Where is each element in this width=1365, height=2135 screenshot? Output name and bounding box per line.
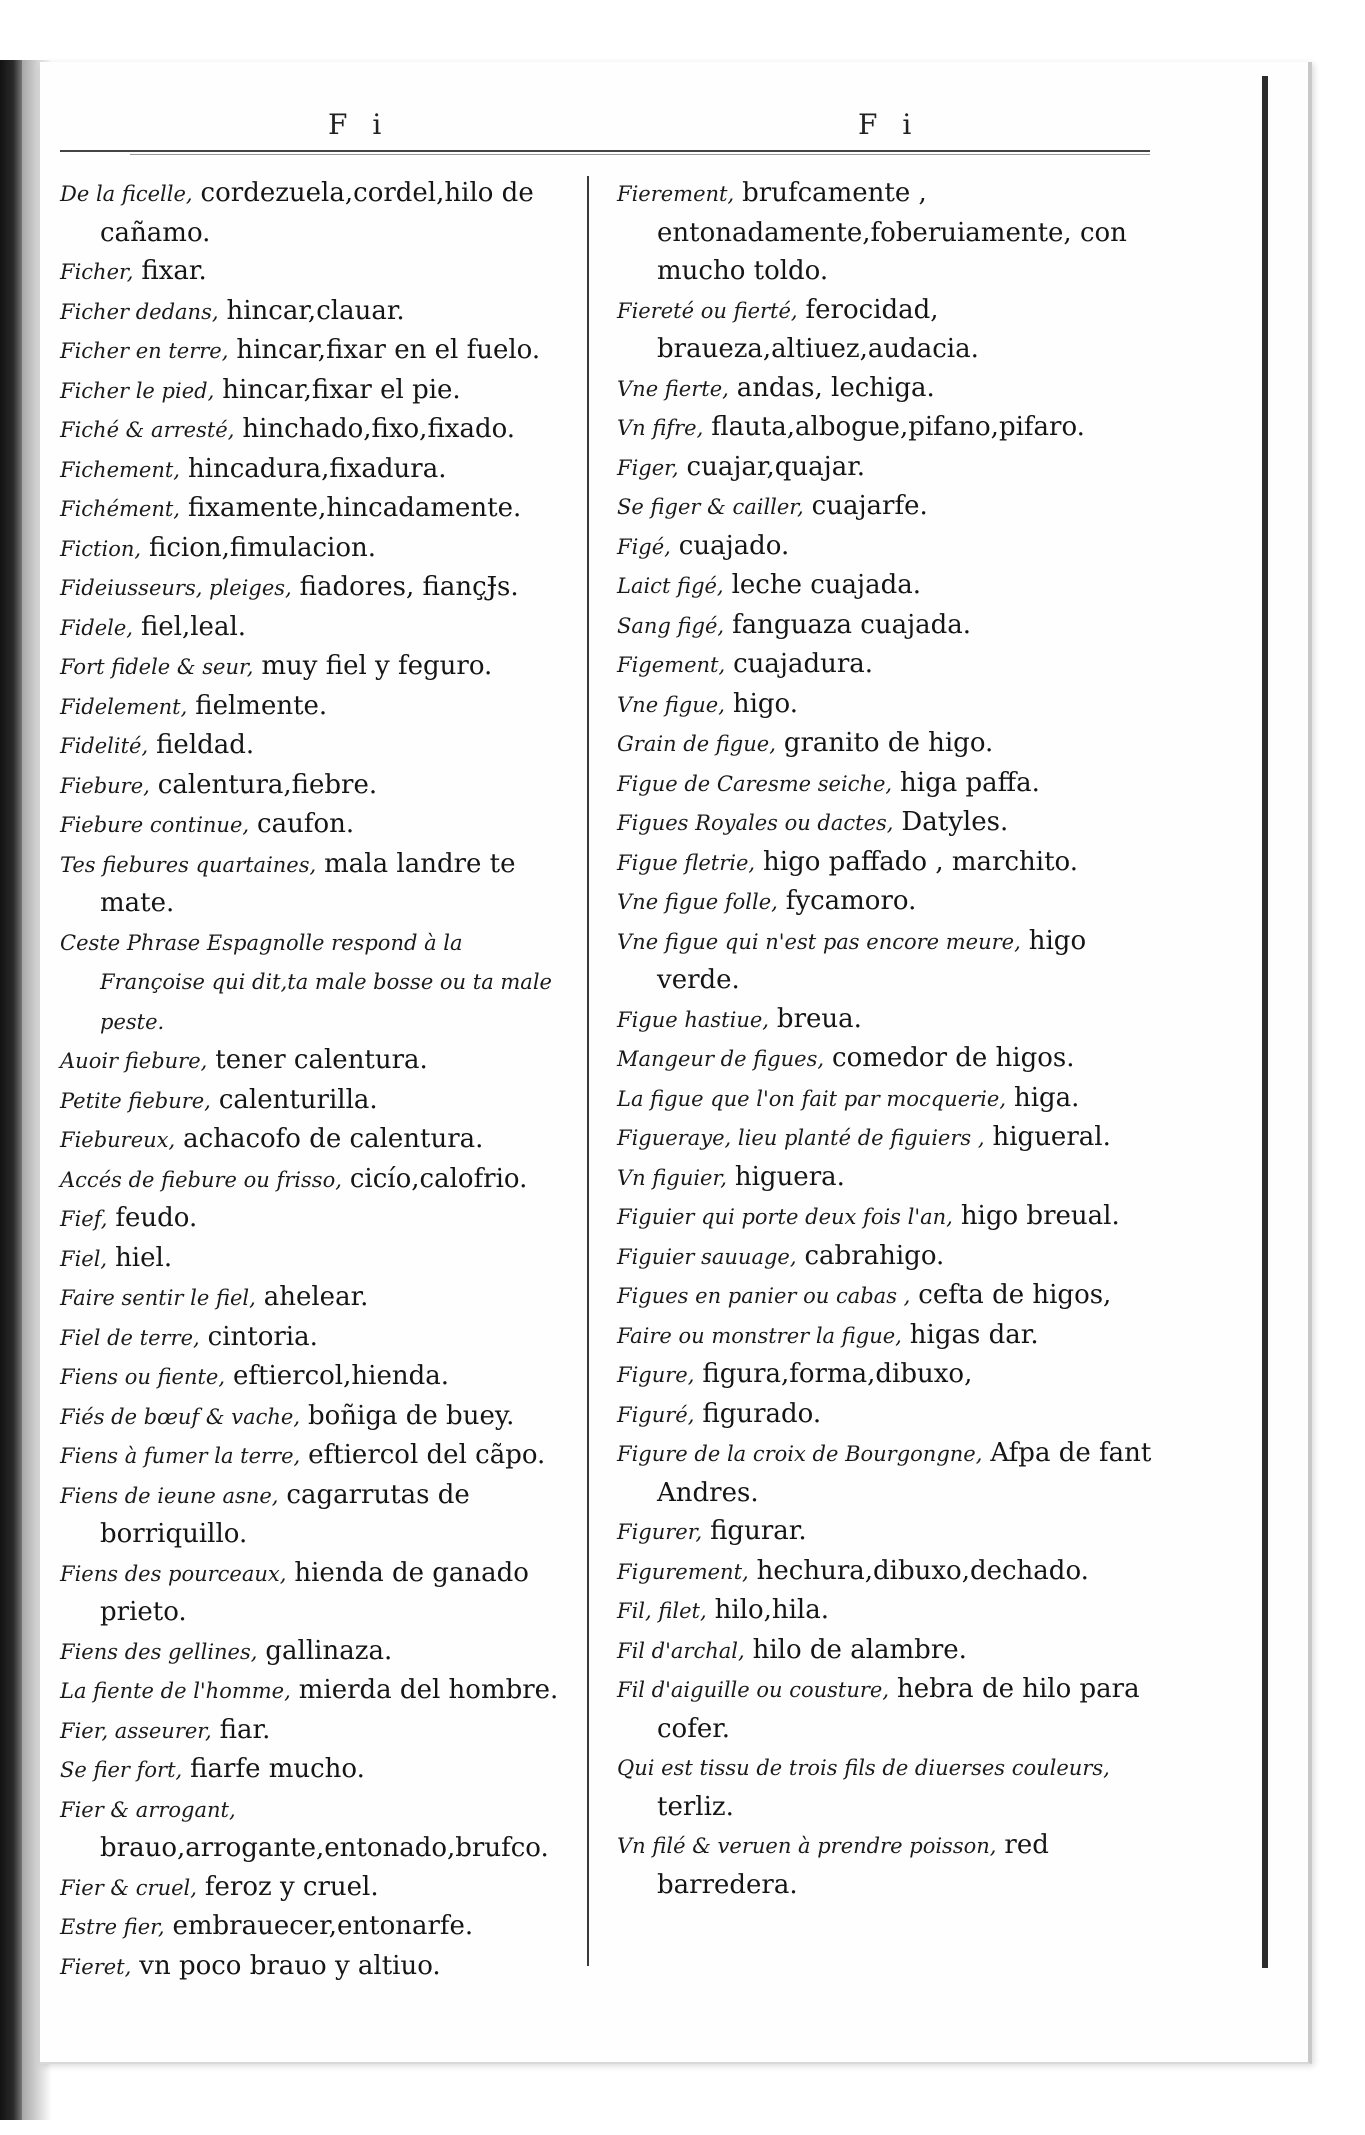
entry-headword: Fiens des gellines, [60, 1639, 258, 1664]
column-divider [587, 176, 589, 1966]
entry-definition: eftiercol del cãpo. [308, 1440, 546, 1470]
dictionary-entry [617, 1118, 1157, 1158]
entry-definition: muy fiel y feguro. [261, 651, 493, 681]
dictionary-entry [617, 408, 1157, 448]
header-rule-secondary [130, 154, 1150, 155]
dictionary-entry [617, 1237, 1157, 1277]
dictionary-entry [60, 1397, 560, 1437]
dictionary-entry [617, 448, 1157, 488]
entry-headword: Fichément, [60, 497, 180, 521]
entry-headword: Fiel, [60, 1246, 108, 1271]
entry-headword: Figuier qui porte deux fois l'an, [617, 1205, 953, 1229]
entry-headword: Fidele, [60, 615, 133, 640]
dictionary-entry [60, 568, 560, 608]
dictionary-entry [617, 1512, 1157, 1552]
dictionary-entry [60, 766, 560, 806]
dictionary-entry [617, 527, 1157, 567]
entry-definition: achacofo de calentura. [183, 1124, 484, 1154]
entry-headword: Ficher, [60, 260, 134, 284]
dictionary-entry [60, 292, 560, 332]
dictionary-entry [60, 726, 560, 766]
dictionary-entry [617, 291, 1157, 369]
entry-headword: Figurement, [617, 1559, 749, 1584]
entry-definition: higo breual. [960, 1201, 1120, 1231]
dictionary-entry [617, 566, 1157, 606]
entry-headword: Fieret, [60, 1954, 132, 1979]
dictionary-entry [60, 1278, 560, 1318]
dictionary-entry [617, 174, 1157, 291]
entry-definition: figurado. [702, 1398, 822, 1429]
dictionary-entry [617, 1000, 1157, 1040]
entry-definition: leche cuajada. [731, 570, 922, 600]
dictionary-entry [60, 174, 560, 252]
entry-definition: comedor de higos. [832, 1043, 1075, 1073]
entry-headword: Fiens des pourceaux, [60, 1561, 287, 1586]
entry-definition: calenturilla. [218, 1084, 378, 1115]
entry-definition: caufon. [257, 809, 355, 839]
entry-headword: Ceste Phrase Espagnolle respond à la Françoise qui dit,ta male bosse ou ta male peste. [60, 930, 552, 1034]
dictionary-entry [60, 1711, 560, 1751]
entry-headword: Vn filé & veruen à prendre poisson, [617, 1834, 997, 1858]
entry-definition: cicío,calofrio. [349, 1163, 528, 1194]
dictionary-entry [60, 489, 560, 529]
entry-definition: ficion,fimulacion. [149, 532, 376, 563]
dictionary-entry [60, 805, 560, 845]
entry-headword: Figure de la croix de Bourgongne, [617, 1442, 983, 1466]
dictionary-entry [60, 1750, 560, 1790]
entry-definition: hilo,hila. [714, 1595, 830, 1625]
entry-headword: Faire sentir le fiel, [60, 1286, 256, 1310]
entry-headword: Fideiusseurs, pleiges, [60, 576, 292, 600]
dictionary-entry [617, 1631, 1157, 1671]
dictionary-entry [60, 1907, 560, 1947]
entry-headword: Fil d'archal, [617, 1638, 745, 1663]
entry-headword: Fidelement, [60, 694, 188, 719]
dictionary-entry [617, 1276, 1157, 1316]
entry-definition: hilo de alambre. [752, 1634, 967, 1665]
entry-definition: eftiercol,hienda. [233, 1361, 449, 1391]
dictionary-entry [60, 371, 560, 411]
page-edge [1262, 76, 1268, 1968]
entry-headword: Fidelité, [60, 734, 149, 758]
entry-definition: ahelear. [263, 1282, 369, 1312]
entry-definition: higas dar. [909, 1319, 1039, 1350]
entry-definition: higuera. [734, 1161, 845, 1192]
dictionary-entry [60, 1081, 560, 1121]
entry-definition: vn poco brauo y altiuo. [139, 1950, 441, 1981]
dictionary-entry [60, 1632, 560, 1672]
entry-headword: Sang figé, [617, 613, 725, 638]
entry-headword: Figues en panier ou cabas , [617, 1284, 911, 1308]
entry-definition: granito de higo. [783, 728, 994, 758]
dictionary-entry [617, 685, 1157, 725]
entry-headword: Fiens ou fiente, [60, 1365, 226, 1389]
dictionary-entry [617, 1826, 1157, 1904]
right-column [617, 174, 1157, 1904]
entry-headword: Ficher dedans, [60, 299, 219, 324]
entry-headword: Ficher le pied, [60, 378, 215, 403]
entry-definition: hincar,fixar en el fuelo. [236, 335, 541, 365]
dictionary-entry [617, 1079, 1157, 1119]
entry-definition: boñiga de buey. [308, 1400, 515, 1431]
dictionary-entry [617, 1748, 1157, 1826]
entry-definition: red barredera. [657, 1830, 1049, 1900]
dictionary-entry [60, 331, 560, 371]
entry-definition: fixamente,hincadamente. [187, 493, 522, 523]
running-head-left: F i [328, 108, 390, 141]
entry-definition: Afpa de fant Andres. [657, 1438, 1152, 1508]
entry-headword: Qui est tissu de trois fils de diuerses couleurs, [617, 1756, 1110, 1780]
entry-definition: higa. [1013, 1082, 1080, 1113]
dictionary-entry [60, 1868, 560, 1908]
entry-headword: Vn fifre, [617, 416, 704, 440]
entry-headword: Figueraye, lieu planté de figuiers , [617, 1126, 985, 1150]
entry-headword: Fiens de ieune asne, [60, 1483, 279, 1508]
dictionary-entry [60, 252, 560, 292]
entry-headword: Se fier fort, [60, 1758, 183, 1782]
entry-headword: Fil d'aiguille ou cousture, [617, 1678, 890, 1702]
entry-definition: fieldad. [156, 730, 255, 760]
dictionary-entry [60, 845, 560, 923]
entry-headword: Ficher en terre, [60, 339, 229, 363]
dictionary-entry [617, 1552, 1157, 1592]
entry-headword: Figue fletrie, [617, 850, 756, 875]
entry-headword: Figue hastiue, [617, 1007, 769, 1032]
dictionary-entry [60, 410, 560, 450]
dictionary-entry [60, 1120, 560, 1160]
entry-headword: Grain de figue, [617, 732, 776, 756]
dictionary-entry [617, 1158, 1157, 1198]
dictionary-entry [617, 645, 1157, 685]
dictionary-entry [617, 606, 1157, 646]
entry-definition: figurar. [710, 1516, 807, 1546]
dictionary-entry [617, 487, 1157, 527]
entry-definition: feroz y cruel. [204, 1871, 379, 1902]
dictionary-entry [60, 647, 560, 687]
entry-definition: higo. [732, 688, 798, 719]
entry-headword: Fiebure continue, [60, 813, 250, 837]
entry-definition: calentura,fiebre. [157, 769, 378, 800]
entry-headword: Faire ou monstrer la figue, [617, 1323, 902, 1348]
dictionary-entry [617, 1434, 1157, 1512]
dictionary-entry [617, 843, 1157, 883]
entry-headword: Fil, filet, [617, 1599, 707, 1623]
entry-definition: cordezuela,cordel,hilo de cañamo. [100, 178, 534, 248]
dictionary-entry [60, 687, 560, 727]
entry-definition: figura,forma,dibuxo, [702, 1359, 973, 1389]
entry-definition: fiar. [219, 1714, 271, 1745]
entry-headword: Fiché & arresté, [60, 418, 235, 442]
dictionary-entry [617, 1316, 1157, 1356]
entry-headword: Vn figuier, [617, 1165, 727, 1190]
entry-headword: Auoir fiebure, [60, 1049, 208, 1073]
entry-headword: Fier & arrogant, [60, 1797, 236, 1822]
entry-definition: cuajar,quajar. [686, 451, 866, 482]
entry-definition: gallinaza. [265, 1635, 393, 1666]
entry-headword: Laict figé, [617, 574, 724, 598]
dictionary-entry [60, 1239, 560, 1279]
entry-definition: fiarfe mucho. [190, 1754, 365, 1784]
entry-definition: tener calentura. [215, 1045, 428, 1075]
entry-headword: Vne fierte, [617, 376, 729, 401]
entry-definition: higa paffa. [900, 767, 1040, 798]
entry-headword: Figue de Caresme seiche, [617, 771, 893, 796]
entry-definition: embrauecer,entonarfe. [172, 1911, 474, 1941]
entry-headword: La figue que l'on fait par mocquerie, [617, 1086, 1006, 1111]
entry-headword: Figues Royales ou dactes, [617, 811, 894, 835]
entry-headword: Figurer, [617, 1520, 703, 1544]
dictionary-entry [617, 1395, 1157, 1435]
entry-definition: hincar,clauar. [226, 295, 405, 326]
entry-definition: cuajado. [678, 530, 790, 561]
entry-definition: hebra de hilo para cofer. [657, 1674, 1140, 1744]
dictionary-entry [617, 724, 1157, 764]
entry-headword: Figement, [617, 653, 726, 677]
dictionary-entry [60, 1790, 560, 1868]
entry-definition: cagarrutas de borriquillo. [100, 1479, 470, 1549]
entry-headword: Fierement, [617, 182, 735, 206]
entry-definition: ferocidad, braueza,altiuez,audacia. [657, 294, 979, 364]
entry-definition: fycamoro. [785, 886, 917, 916]
entry-definition: flauta,albogue,pifano,pifaro. [711, 412, 1085, 442]
entry-definition: fiel,leal. [140, 611, 247, 642]
entry-definition: fixar. [141, 256, 207, 286]
entry-headword: Petite fiebure, [60, 1088, 211, 1113]
entry-headword: Figer, [617, 455, 679, 480]
entry-definition: fielmente. [195, 690, 328, 721]
entry-headword: Figuré, [617, 1402, 695, 1427]
entry-headword: Vne figue folle, [617, 890, 778, 914]
entry-headword: Fiebureux, [60, 1128, 176, 1152]
entry-headword: Vne figue qui n'est pas encore meure, [617, 929, 1021, 954]
entry-headword: La fiente de l'homme, [60, 1679, 291, 1703]
entry-headword: Fiens à fumer la terre, [60, 1444, 301, 1468]
dictionary-entry [60, 1357, 560, 1397]
entry-headword: Fichement, [60, 457, 180, 482]
entry-definition: andas, lechiga. [736, 372, 935, 403]
entry-definition: hechura,dibuxo,dechado. [756, 1555, 1089, 1586]
entry-headword: Fief, [60, 1207, 108, 1231]
entry-definition: Datyles. [901, 807, 1009, 837]
entry-headword: De la ficelle, [60, 182, 193, 206]
entry-definition: brufcamente , entonadamente,foberuiamente, con mucho toldo. [657, 178, 1127, 286]
entry-definition: terliz. [657, 1791, 734, 1822]
entry-headword: Tes fiebures quartaines, [60, 852, 317, 877]
header-rule [60, 150, 1150, 152]
dictionary-entry [60, 923, 560, 1042]
entry-headword: Figuier sauuage, [617, 1244, 797, 1269]
dictionary-entry [617, 764, 1157, 804]
entry-headword: Accés de fiebure ou frisso, [60, 1167, 342, 1192]
entry-headword: Fier, asseurer, [60, 1718, 212, 1743]
dictionary-entry [60, 1476, 560, 1554]
entry-definition: mala landre te mate. [100, 848, 516, 918]
entry-definition: fiadores, fiançɈs. [299, 572, 519, 602]
dictionary-entry [60, 1947, 560, 1987]
entry-headword: Fiereté ou fierté, [617, 298, 798, 323]
dictionary-entry [617, 1355, 1157, 1395]
dictionary-entry [60, 608, 560, 648]
dictionary-entry [617, 922, 1157, 1000]
entry-headword: Vne figue, [617, 692, 725, 717]
dictionary-entry [60, 1554, 560, 1632]
entry-headword: Fiebure, [60, 773, 150, 798]
dictionary-entry [617, 1670, 1157, 1748]
dictionary-entry [60, 450, 560, 490]
entry-headword: Fiés de bœuf & vache, [60, 1404, 301, 1429]
entry-definition: hincadura,fixadura. [187, 453, 447, 484]
entry-definition: brauo,arrogante,entonado,brufco. [100, 1833, 549, 1863]
entry-definition: cuajadura. [733, 649, 874, 679]
entry-definition: higo paffado , marchito. [763, 846, 1078, 877]
entry-definition: hienda de ganado prieto. [100, 1557, 529, 1627]
dictionary-entry [60, 1671, 560, 1711]
dictionary-entry [60, 1041, 560, 1081]
entry-definition: cintoria. [207, 1321, 318, 1352]
entry-headword: Figé, [617, 534, 671, 559]
entry-headword: Mangeur de figues, [617, 1047, 825, 1071]
entry-headword: Fiction, [60, 536, 142, 561]
dictionary-entry [617, 1197, 1157, 1237]
dictionary-entry [60, 1436, 560, 1476]
entry-definition: hinchado,fixo,fixado. [242, 414, 516, 444]
running-head-right: F i [858, 108, 920, 141]
dictionary-entry [617, 803, 1157, 843]
entry-definition: mierda del hombre. [298, 1675, 559, 1705]
entry-headword: Figure, [617, 1363, 695, 1387]
entry-definition: feudo. [115, 1203, 198, 1233]
dictionary-entry [60, 1160, 560, 1200]
dictionary-entry [617, 1591, 1157, 1631]
entry-definition: breua. [776, 1003, 862, 1034]
dictionary-entry [60, 1199, 560, 1239]
dictionary-entry [60, 529, 560, 569]
dictionary-entry [617, 1039, 1157, 1079]
entry-definition: hiel. [115, 1242, 173, 1273]
entry-definition: cabrahigo. [804, 1240, 945, 1271]
entry-definition: fanguaza cuajada. [732, 609, 972, 640]
dictionary-entry [60, 1318, 560, 1358]
entry-headword: Estre fier, [60, 1915, 165, 1939]
entry-headword: Fier & cruel, [60, 1875, 197, 1900]
entry-headword: Fort fidele & seur, [60, 655, 254, 679]
entry-definition: hincar,fixar el pie. [222, 374, 461, 405]
entry-headword: Fiel de terre, [60, 1325, 200, 1350]
entry-headword: Se figer & cailler, [617, 495, 804, 519]
dictionary-entry [617, 882, 1157, 922]
left-column [60, 174, 560, 1986]
dictionary-entry [617, 369, 1157, 409]
entry-definition: cefta de higos, [918, 1280, 1112, 1310]
entry-definition: higueral. [992, 1122, 1111, 1152]
entry-definition: cuajarfe. [811, 491, 928, 521]
entry-definition: higo verde. [657, 925, 1087, 995]
book-spine-shadow [0, 60, 22, 2120]
